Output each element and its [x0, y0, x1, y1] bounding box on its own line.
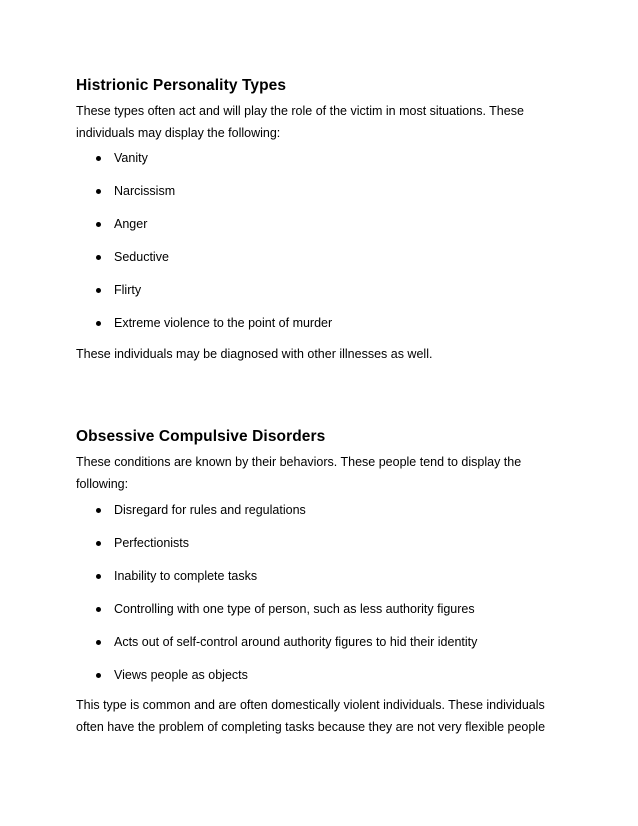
bullet-icon — [96, 607, 101, 612]
list-item-text: Anger — [114, 217, 148, 231]
list-item — [76, 314, 556, 332]
list-item — [76, 215, 556, 233]
list-item — [76, 149, 556, 167]
bullet-icon — [96, 288, 101, 293]
bullet-icon — [96, 640, 101, 645]
bullet-icon — [96, 574, 101, 579]
list-item — [76, 600, 556, 618]
list-item-text: Disregard for rules and regulations — [114, 503, 306, 517]
bullet-icon — [96, 321, 101, 326]
list-item — [76, 182, 556, 200]
bullet-icon — [96, 222, 101, 227]
bullet-icon — [96, 156, 101, 161]
bullet-icon — [96, 255, 101, 260]
list-item-text: Perfectionists — [114, 536, 190, 550]
list-item-text: Acts out of self-control around authority figures to hid their identity — [114, 635, 478, 649]
section-histrionic — [76, 74, 556, 365]
list-item-text: Flirty — [114, 283, 142, 297]
bullet-icon — [96, 189, 101, 194]
list-item — [76, 501, 556, 519]
list-item — [76, 567, 556, 585]
section-intro: These types often act and will play the role of the victim in most situations. These individuals may display the following: — [76, 104, 524, 140]
bullet-icon — [96, 673, 101, 678]
list-item-text: Narcissism — [114, 184, 176, 198]
list-item — [76, 281, 556, 299]
section-intro: These conditions are known by their behaviors. These people tend to display the following: — [76, 455, 522, 491]
section-heading: Histrionic Personality Types — [76, 77, 287, 94]
section-heading: Obsessive Compulsive Disorders — [76, 428, 326, 445]
section-obsessive-compulsive — [76, 425, 556, 738]
bullet-icon — [96, 508, 101, 513]
section-outro: These individuals may be diagnosed with other illnesses as well. — [76, 347, 433, 361]
list-item-text: Seductive — [114, 250, 169, 264]
list-item — [76, 248, 556, 266]
list-item-text: Inability to complete tasks — [114, 569, 258, 583]
list-item — [76, 534, 556, 552]
list-item-text: Vanity — [114, 151, 148, 165]
bullet-list — [76, 149, 556, 332]
list-item-text: Extreme violence to the point of murder — [114, 316, 333, 330]
list-item-text: Views people as objects — [114, 668, 248, 682]
list-item — [76, 633, 556, 651]
bullet-list — [76, 501, 556, 684]
list-item — [76, 666, 556, 684]
section-outro: This type is common and are often domestically violent individuals. These individuals often have the problem of completing tasks because they are not very flexible people — [76, 698, 546, 734]
list-item-text: Controlling with one type of person, such as less authority figures — [114, 602, 475, 616]
bullet-icon — [96, 541, 101, 546]
